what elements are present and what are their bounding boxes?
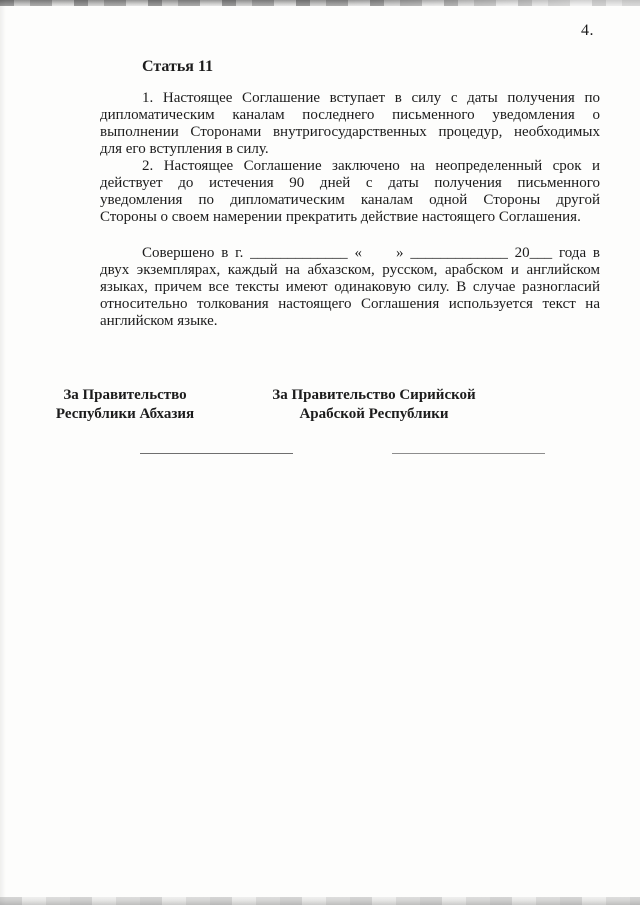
paragraph-line: языках, причем все тексты имеют одинаковую силу. В случае разногласий: [100, 279, 600, 295]
signature-right-party: [268, 386, 480, 424]
paragraph-line: действует до истечения 90 дней с даты получения письменного: [100, 175, 600, 191]
paragraph-line: двух экземплярах, каждый на абхазском, русском, арабском и английском: [100, 262, 600, 278]
signature-block: [55, 386, 600, 486]
paragraph-line: 1. Настоящее Соглашение вступает в силу с даты получения по: [142, 90, 600, 106]
signature-right-line1: За Правительство Сирийской: [272, 387, 476, 403]
paragraph-line: Стороны о своем намерении прекратить действие настоящего Соглашения.: [100, 209, 581, 225]
paragraph: [100, 90, 600, 158]
paragraph-line: Совершено в г. _____________ « » _____________ 20___ года в: [142, 245, 600, 261]
signature-line-left: [140, 453, 293, 454]
signature-left-party: [40, 386, 210, 424]
paragraphs: [100, 90, 600, 330]
paragraph: [100, 245, 600, 330]
signature-right-line2: Арабской Республики: [299, 406, 449, 422]
paragraph-line: дипломатическим каналам последнего письменного уведомления о: [100, 107, 600, 123]
scan-edge-bottom: [0, 897, 640, 905]
signature-left-line2: Республики Абхазия: [55, 406, 195, 422]
paragraph: [100, 158, 600, 226]
paragraph-line: уведомления по дипломатическим каналам одной Стороны другой: [100, 192, 600, 208]
paragraph-line: для его вступления в силу.: [100, 141, 269, 157]
paragraph-line: относительно толкования настоящего Соглашения используется текст на: [100, 296, 600, 312]
paragraph-line: 2. Настоящее Соглашение заключено на неопределенный срок и: [142, 158, 600, 174]
page-number: 4.: [581, 22, 594, 39]
signature-line-right: [392, 453, 545, 454]
signature-left-line1: За Правительство: [63, 387, 187, 403]
paragraph-line: выполнении Сторонами внутригосударственных процедур, необходимых: [100, 124, 600, 140]
article-heading: Статья 11: [142, 58, 214, 75]
paragraph-line: английском языке.: [100, 313, 218, 329]
